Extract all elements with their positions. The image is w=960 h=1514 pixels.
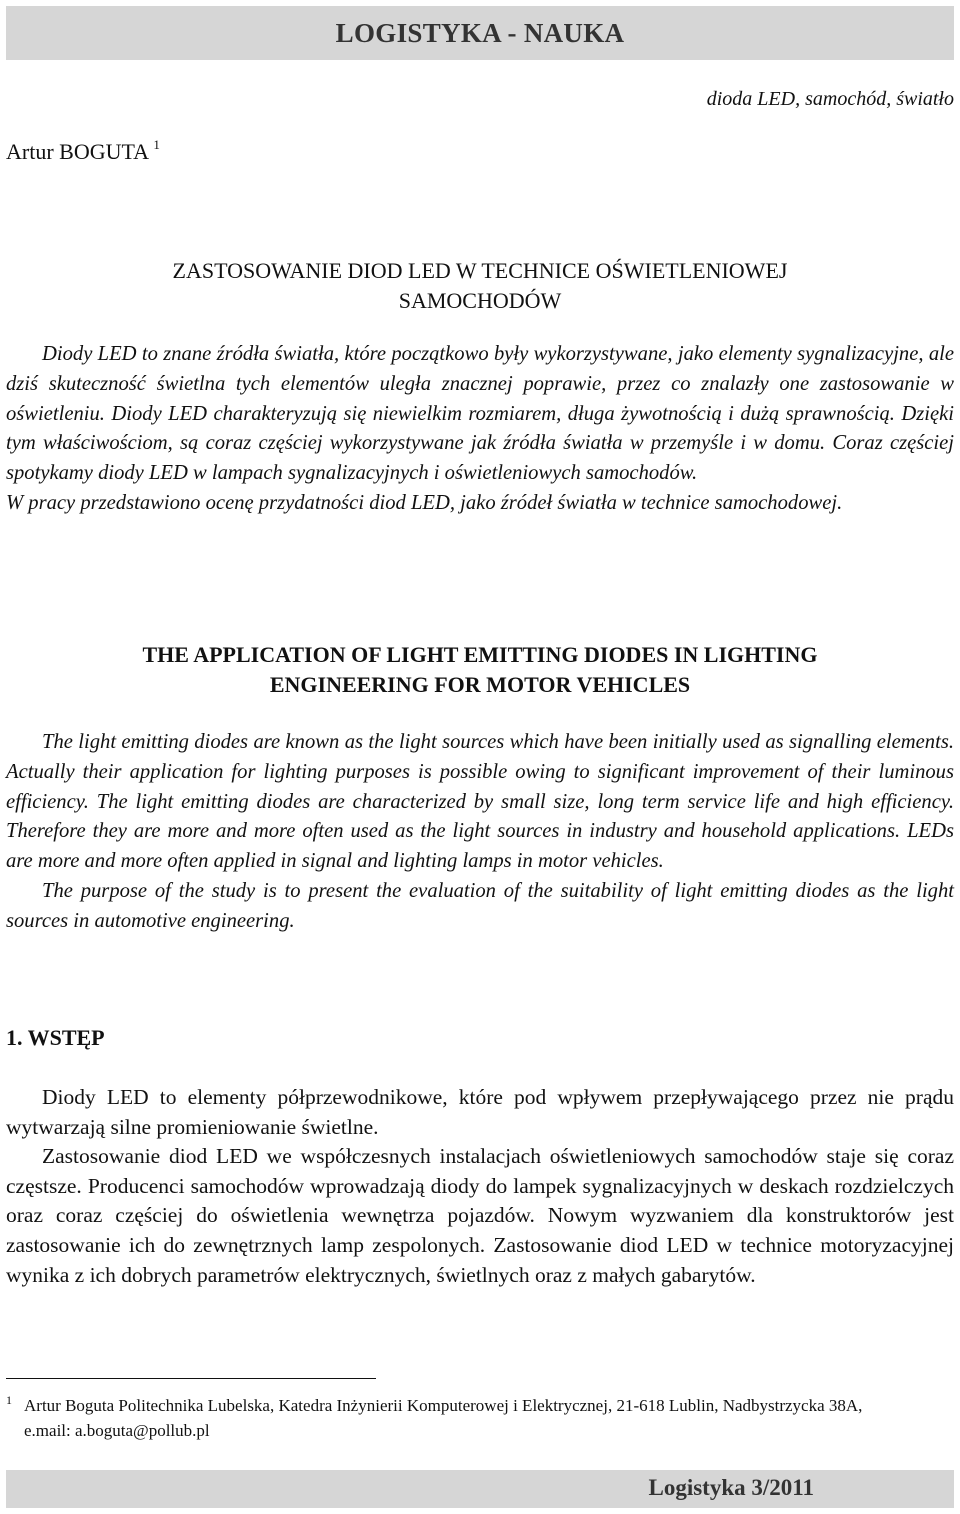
title-en-line-1: THE APPLICATION OF LIGHT EMITTING DIODES IN LIGHTING: [142, 642, 818, 667]
paper-title-polish: [6, 256, 954, 316]
footnote-text: Artur Boguta Politechnika Lubelska, Katedra Inżynierii Komputerowej i Elektrycznej, 21-618 Lublin, Nadbystrzycka 38A, e.mail: a.boguta@pollub.pl: [24, 1396, 863, 1440]
section-heading: 1. WSTĘP: [6, 1025, 105, 1050]
section-body: [6, 1083, 954, 1290]
journal-footer-bar: [6, 1470, 954, 1508]
abstract-polish: [6, 340, 954, 519]
abstract-pl-paragraph: Diody LED to znane źródła światła, które początkowo były wykorzystywane, jako elementy sygnalizacyjne, ale dziś skuteczność świetlna tych elementów uległa znacznej poprawie, przez co znalazły one zastosowanie w oświetleniu. Diody LED charakteryzują się niewielkim rozmiarem, długa żywotnością i dużą sprawnością. Dzięki tym właściwościom, są coraz częściej wykorzystywane jak źródła światła w przemyśle i w domu. Coraz częściej spotykamy diody LED w lampach sygnalizacyjnych i oświetleniowych samochodów.: [6, 343, 954, 485]
footnote-divider: [6, 1378, 376, 1379]
abstract-en-paragraph: The purpose of the study is to present the evaluation of the suitability of light emitting diodes as the light sources in automotive engineering.: [6, 879, 954, 932]
issue-label: Logistyka 3/2011: [648, 1475, 814, 1500]
title-pl-line-2: SAMOCHODÓW: [398, 288, 562, 313]
journal-title: LOGISTYKA - NAUKA: [335, 18, 625, 48]
body-paragraph: Diody LED to elementy półprzewodnikowe, które pod wpływem przepływającego przez nie prądu wytwarzają silne promieniowanie świetlne.: [6, 1085, 954, 1139]
footnote: [6, 1393, 906, 1443]
abstract-pl-paragraph: W pracy przedstawiono ocenę przydatności diod LED, jako źródeł światła w technice samochodowej.: [6, 491, 843, 514]
author-name: Artur BOGUTA: [6, 139, 148, 164]
title-en-line-2: ENGINEERING FOR MOTOR VEHICLES: [269, 672, 691, 697]
keywords: dioda LED, samochód, światło: [706, 88, 954, 110]
footnote-mark: 1: [6, 1393, 12, 1407]
abstract-en-paragraph: The light emitting diodes are known as the light sources which have been initially used as signalling elements. Actually their application for lighting purposes is possible owing to significant improvement of their luminous efficiency. The light emitting diodes are characterized by small size, long term service life and high efficiency. Therefore they are more and more often used as the light sources in industry and household applications. LEDs are more and more often applied in signal and lighting lamps in motor vehicles.: [6, 731, 954, 873]
author-line: [6, 137, 160, 165]
journal-header-bar: [6, 6, 954, 60]
body-paragraph: Zastosowanie diod LED we współczesnych instalacjach oświetleniowych samochodów staje się coraz częstsze. Producenci samochodów wprowadzają diody do lampek sygnalizacyjnych w deskach rozdzielczych oraz coraz częściej do oświetlenia wewnętrza pojazdów. Nowym wyzwaniem dla konstruktorów jest zastosowanie ich do zewnętrznych lamp zespolonych. Zastosowanie diod LED w technice motoryzacyjnej wynika z ich dobrych parametrów elektrycznych, świetlnych oraz z małych gabarytów.: [6, 1144, 954, 1287]
paper-title-english: [6, 640, 954, 700]
abstract-english: [6, 728, 954, 937]
title-pl-line-1: ZASTOSOWANIE DIOD LED W TECHNICE OŚWIETLENIOWEJ: [172, 258, 788, 283]
author-footnote-mark: 1: [153, 137, 160, 152]
